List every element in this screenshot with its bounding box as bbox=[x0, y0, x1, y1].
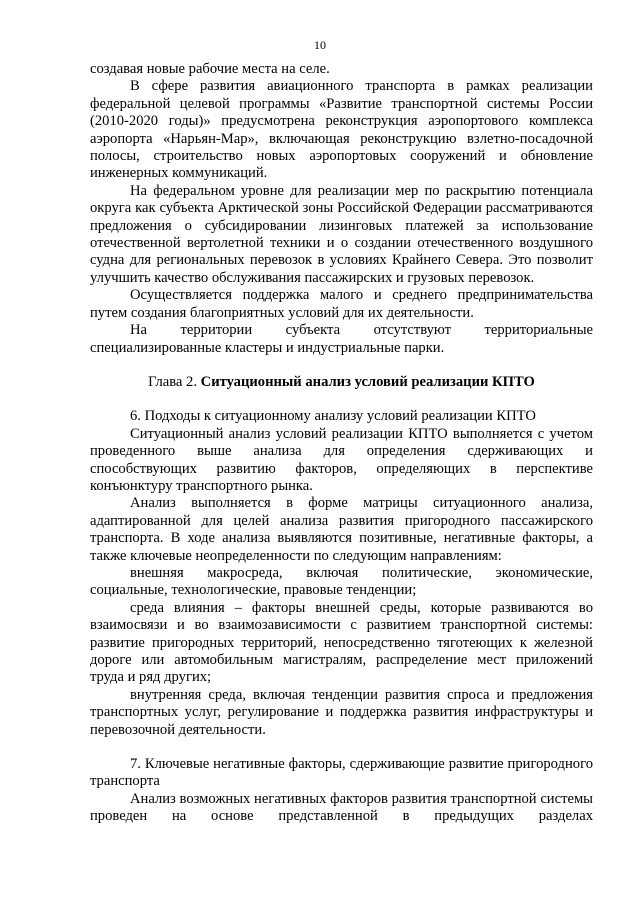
paragraph: На территории субъекта отсутствуют территориальные специализированные кластеры и индустриальные парки. bbox=[90, 322, 593, 356]
paragraph: В сфере развития авиационного транспорта в рамках реализации федеральной целевой программы «Развитие транспортной системы России (2010-2020 годы)» предусмотрена реконструкция аэропортового комплекса аэропорта «Нарьян-Мар», включающая реконструкцию взлетно-посадочной полосы, строительство новых аэропортовых сооружений и обновление инженерных коммуникаций. bbox=[90, 78, 593, 182]
section-heading: 7. Ключевые негативные факторы, сдерживающие развитие пригородного транспорта bbox=[90, 756, 593, 790]
paragraph: Осуществляется поддержка малого и среднего предпринимательства путем создания благоприятных условий для их деятельности. bbox=[90, 287, 593, 321]
list-item: внутренняя среда, включая тенденции развития спроса и предложения транспортных услуг, регулирование и поддержка развития инфраструктуры и перевозочной деятельности. bbox=[90, 686, 593, 738]
paragraph: На федеральном уровне для реализации мер по раскрытию потенциала округа как субъекта Арктической зоны Российской Федерации рассматриваются предложения о субсидировании лизинговых платежей за использование отечественной вертолетной техники и о создании отечественного воздушного судна для региональных перевозок в условиях Крайнего Севера. Это позволит улучшить качество обслуживания пассажирских и грузовых перевозок. bbox=[90, 182, 593, 286]
section-heading: 6. Подходы к ситуационному анализу условий реализации КПТО bbox=[130, 408, 536, 425]
paragraph: Анализ выполняется в форме матрицы ситуационного анализа, адаптированной для целей анализа развития пригородного пассажирского транспорта. В ходе анализа выявляются позитивные, негативные факторы, а также ключевые неопределенности по следующим направлениям: bbox=[90, 495, 593, 564]
chapter-prefix: Глава 2. bbox=[148, 373, 201, 390]
page-number: 10 bbox=[314, 38, 326, 52]
paragraph: Ситуационный анализ условий реализации КПТО выполняется с учетом проведенного выше анализа для определения сдерживающих и способствующих развитию факторов, определяющих в перспективе конъюнктуру транспортного рынка. bbox=[90, 425, 593, 494]
page-body bbox=[90, 61, 593, 826]
paragraph: создавая новые рабочие места на селе. bbox=[90, 61, 330, 77]
list-item: среда влияния – факторы внешней среды, которые развиваются во взаимосвязи и во взаимозависимости с развитием транспортной системы: развитие пригородных территорий, непосредственно тяготеющих к железной дороге или автомобильным магистралям, распределение мест приложений труда и ряд других; bbox=[90, 599, 593, 686]
chapter-title: Ситуационный анализ условий реализации КПТО bbox=[200, 373, 535, 390]
paragraph: Анализ возможных негативных факторов развития транспортной системы проведен на основе представленной в предыдущих разделах bbox=[90, 790, 593, 825]
chapter-heading bbox=[90, 374, 593, 391]
list-item: внешняя макросреда, включая политические, экономические, социальные, технологические, правовые тенденции; bbox=[90, 564, 593, 599]
